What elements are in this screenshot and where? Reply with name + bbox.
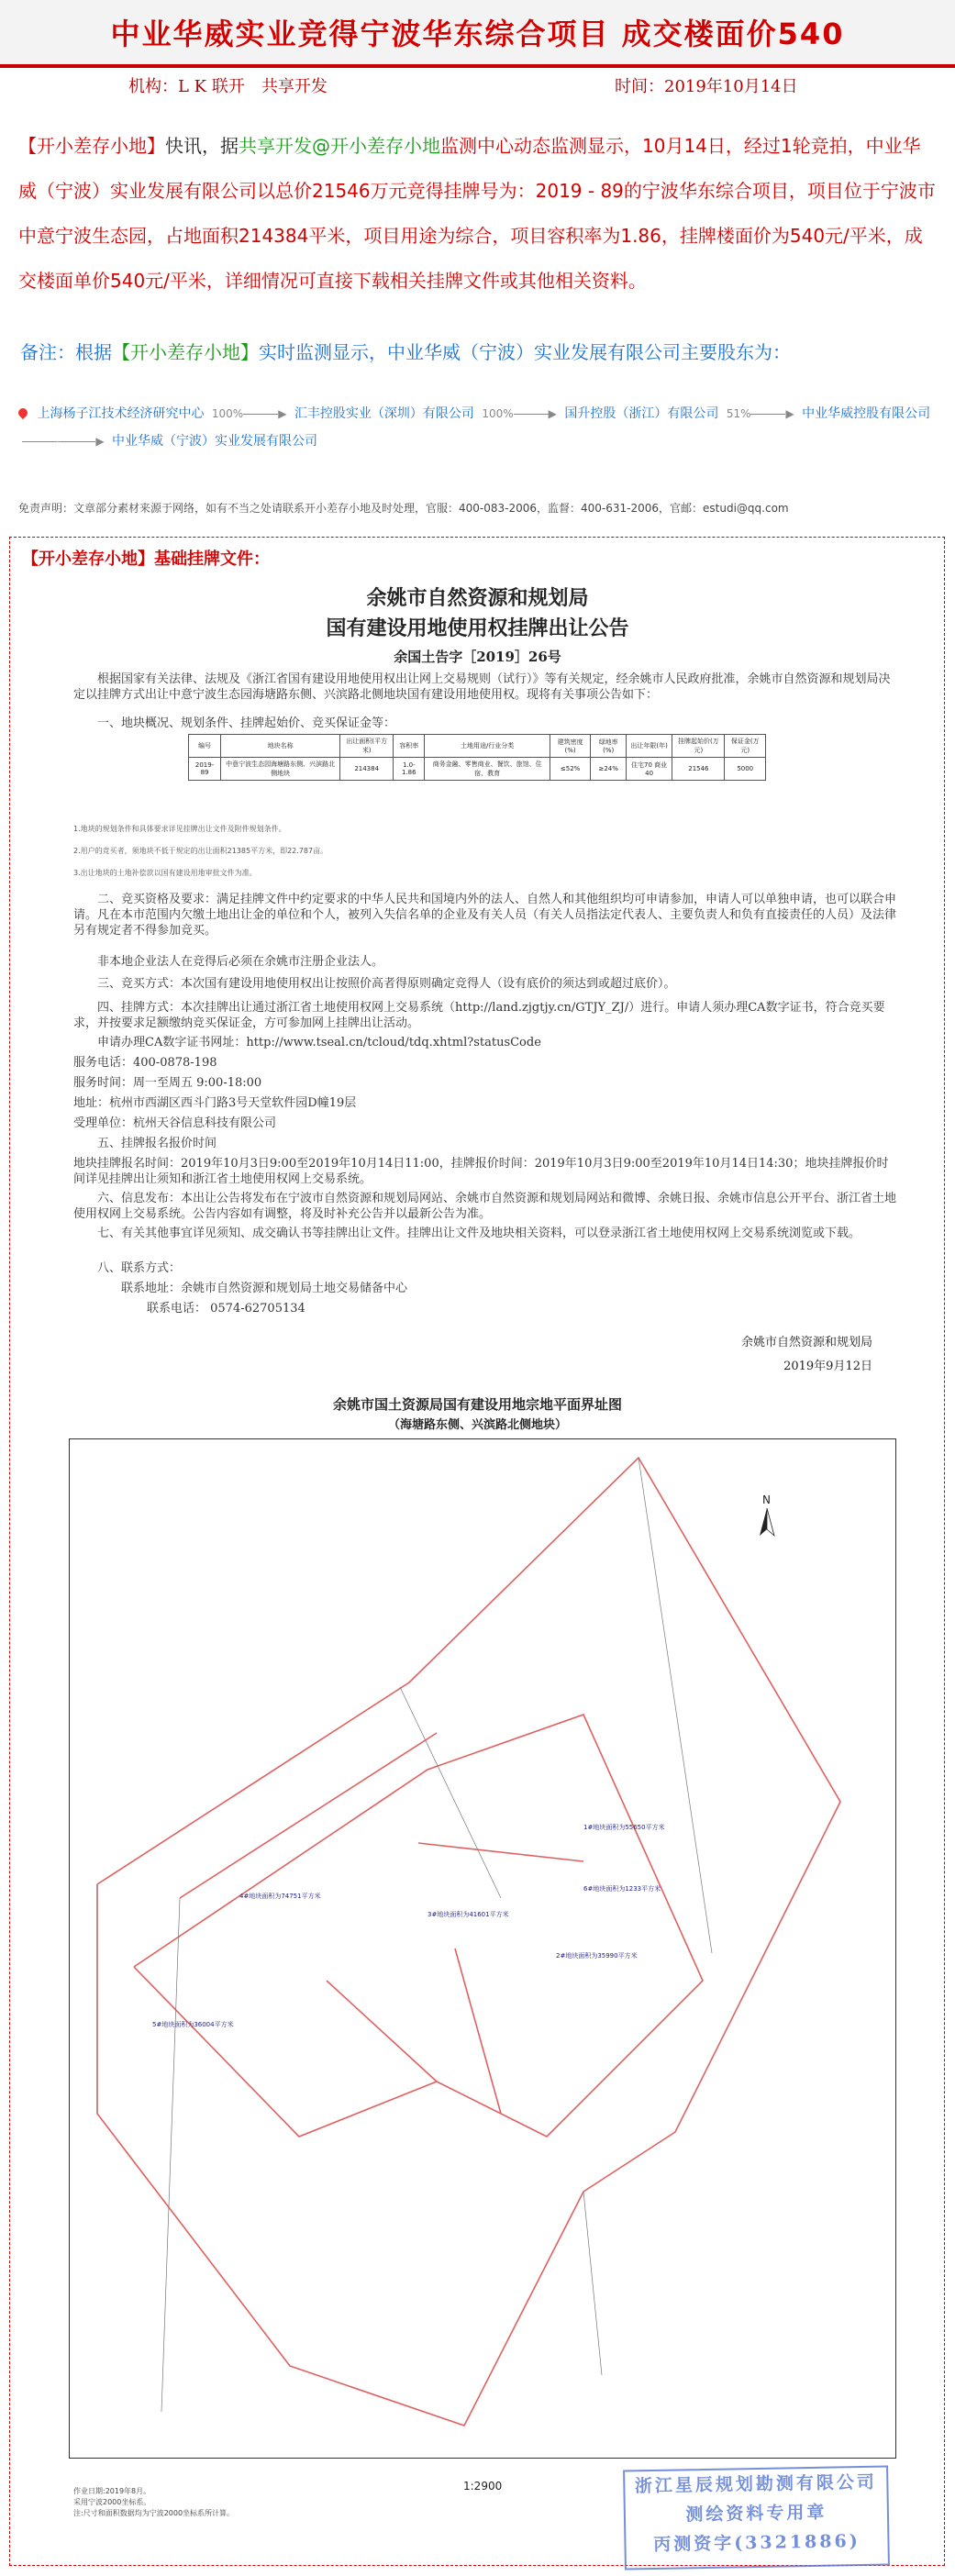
table-header: 地块名称 [221,735,340,758]
table-cell: 商务金融、零售商业、餐饮、旅馆、住宿、教育 [425,758,550,781]
table-header: 土地用途/行业分类 [425,735,550,758]
contact-phone: 联系电话： 0574-62705134 [147,1302,305,1316]
arrow-icon: - ▶ [22,435,105,448]
table-note: 3.出让地块的土地补偿款以国有建设用地审批文件为准。 [73,869,257,877]
intro-paragraph [18,124,936,304]
site-map [69,1438,896,2459]
chain-item[interactable]: 中业华威（宁波）实业发展有限公司 [112,434,318,449]
doc-section-8: 八、联系方式： [97,1261,182,1275]
map-title: 余姚市国土资源局国有建设用地宗地平面界址图 [332,1396,622,1413]
chain-pct: 100% [482,407,514,420]
brand-link[interactable]: 共享开发@开小差存小地 [239,135,440,157]
table-header: 出让面积(平方米) [340,735,394,758]
service-phone: 服务电话：400-0878-198 [73,1056,217,1070]
service-time: 服务时间：周一至周五 9:00-18:00 [73,1076,262,1090]
chain-item[interactable]: 中业华威控股有限公司 [802,406,931,421]
table-cell: 5000 [725,758,766,781]
contact-address: 联系地址：余姚市自然资源和规划局土地交易储备中心 [121,1282,408,1295]
table-header: 容积率 [394,735,425,758]
map-subtitle: （海塘路东侧、兴滨路北侧地块） [387,1418,567,1432]
chain-item[interactable]: 国升控股（浙江）有限公司 [564,406,719,421]
doc-section-2: 二、竞买资格及要求：满足挂牌文件中约定要求的中华人民共和国境内外的法人、自然人和其他组织均可申请参加，申请人可以单独申请，也可以联合申请。凡在本市范围内欠缴土地出让金的单位和个人，被列入失信名单的企业及有关人员（有关人员指法定代表人、主要负责人和负有直接责任的人员）及法律另有规定者不得参加竞买。 [73,893,897,938]
north-label: N [762,1493,771,1506]
chain-pct: 51% [726,407,751,420]
doc-section-7: 七、有关其他事宜详见须知、成交确认书等挂牌出让文件。挂牌出让文件及地块相关资料，可以登录浙江省土地使用权网上交易系统浏览或下载。 [97,1227,861,1240]
boundary-line [97,1458,840,2426]
doc-label: 【开小差存小地】基础挂牌文件： [22,550,270,569]
table-cell: 住宅70 商业40 [626,758,672,781]
inner-boundary [455,1949,501,2114]
location-pin-icon [17,406,29,419]
stamp-line: 丙测资字(3321886) [653,2531,861,2555]
doc-title-1: 余姚市自然资源和规划局 [366,586,589,610]
brand-tag: 【开小差存小地】 [18,135,165,157]
map-scale: 1:2900 [463,2480,503,2493]
arrow-icon: 100% ▶ [211,407,287,420]
chain-pct: 100% [211,407,244,420]
doc-section-5a: 地块挂牌报名时间：2019年10月3日9:00至2019年10月14日11:00，挂牌报价时间：2019年10月3日9:00至2019年10月14日14:30；地块挂牌报价时间详见挂牌出让须知和浙江省土地使用权网上交易系统。 [73,1157,889,1186]
note-suffix: 实时监测显示，中业华威（宁波）实业发展有限公司主要股东为： [259,341,791,363]
chain-item[interactable]: 上海杨子江技术经济研究中心 [37,406,205,421]
land-table [188,734,766,781]
doc-section-4: 四、挂牌方式：本次挂牌出让通过浙江省土地使用权网上交易系统（http://land.zjgtjy.cn/GTJY_ZJ/）进行。申请人须办理CA数字证书，符合竞买要求，并按要求足额缴纳竞买保证金，方可参加网上挂牌出让活动。 [73,1001,885,1030]
table-note: 1.地块的规划条件和具体要求详见挂牌出让文件及附件规划条件。 [73,825,286,833]
intro-text-4: 10月14日，经过1轮竞拍，中业华威（宁波）实业发展有限公司以总价21546万元竞得挂牌号为：2019 - 89的宁波华东综合项目，项目位于宁波市中意宁波生态园，占地面积214384平米，项目用途为综合，项目容积率为1.86，挂牌楼面价为540元/平米，成交楼面单价540元/平米， [18,135,936,292]
table-note: 2.用户的竞买者，须地块不低于规定的出让面积21385平方米，即22.787亩。 [73,847,328,855]
table-header: 出让年限(年) [626,735,672,758]
service-address: 地址：杭州市西湖区西斗门路3号天堂软件园D幢19层 [73,1096,357,1110]
table-header-row [189,735,766,758]
north-arrow-icon [760,1493,774,1536]
header-banner [0,0,955,68]
meta-org: 机构：L K 联开 共享开发 [128,77,328,96]
note-prefix: 备注：根据 [20,341,112,363]
ca-url[interactable]: 申请办理CA数字证书网址：http://www.tseal.cn/tcloud/tdq.xhtml?statusCode [97,1036,541,1049]
survey-stamp [623,2465,890,2570]
table-header: 建筑密度(%) [550,735,591,758]
intro-text-5: 详细情况可直接下载相关挂牌文件或其他相关资料。 [224,270,647,292]
stamp-line: 浙江星辰规划勘测有限公司 [634,2471,878,2497]
arrow-icon: 100% ▶ [482,407,557,420]
inner-boundary [180,1733,437,1898]
chain-pct: - [57,435,61,448]
intro-text-3: 监测中心动态监测显示， [440,135,642,157]
parcel-label: 3#地块面积为41601平方米 [428,1911,509,1918]
disclaimer: 免责声明：文章部分素材来源于网络，如有不当之处请联系开小差存小地及时处理，官服：400-083-2006，监督：400-631-2006，官邮：estudi@qq.com [18,502,789,515]
chain-item[interactable]: 汇丰控股实业（深圳）有限公司 [294,406,474,421]
parcel-label: 6#地块面积为1233平方米 [583,1885,661,1893]
table-header: 挂牌起始价(万元) [672,735,725,758]
table-header: 编号 [189,735,221,758]
table-cell: 214384 [340,758,394,781]
issue-date: 2019年9月12日 [783,1360,872,1373]
arrow-icon: 51% ▶ [726,407,794,420]
doc-title-2: 国有建设用地使用权挂牌出让公告 [326,616,629,640]
doc-section-5: 五、挂牌报名报价时间 [97,1137,217,1150]
doc-section-1: 一、地块概况、规划条件、挂牌起始价、竞买保证金等： [97,716,396,730]
inner-boundary [327,1981,437,2082]
table-row [189,758,766,781]
parcel-label: 1#地块面积为55650平方米 [583,1824,665,1831]
shareholder-chain [18,404,936,459]
table-cell: ≤52% [550,758,591,781]
doc-section-2b: 非本地企业法人在竞得后必须在余姚市注册企业法人。 [97,955,384,969]
inner-boundary [418,1843,583,1861]
stamp-line: 测绘资料专用章 [685,2502,827,2526]
inner-boundary [134,1715,703,2137]
doc-section-3: 三、竞买方式：本次国有建设用地使用权出让按照价高者得原则确定竞得人（设有底价的须达到或超过底价）。 [97,977,676,991]
parcel-label: 4#地块面积为74751平方米 [239,1893,321,1900]
parcel-label: 2#地块面积为35990平方米 [556,1952,638,1960]
doc-intro: 根据国家有关法律、法规及《浙江省国有建设用地使用权出让网上交易规则（试行）》等有关规定，经余姚市人民政府批准，余姚市自然资源和规划局决定以挂牌方式出让中意宁波生态园海塘路东侧、兴滨路北侧地块国有建设用地使用权。现将有关事项公告如下： [73,672,891,702]
map-note: 注:尺寸和面积数据均为宁波2000坐标系所计算。 [73,2509,235,2517]
doc-section-6: 六、信息发布：本出让公告将发布在宁波市自然资源和规划局网站、余姚市自然资源和规划局网站和微博、余姚日报、余姚市信息公开平台、浙江省土地使用权网上交易系统。公告内容如有调整，将及时补充公告并以最新公告为准。 [73,1192,897,1221]
map-notes [73,2486,234,2519]
intro-text-1: 快讯，据 [165,135,239,157]
table-header: 绿地率(%) [591,735,627,758]
service-unit: 受理单位：杭州天谷信息科技有限公司 [73,1116,277,1130]
table-header: 保证金(万元) [725,735,766,758]
map-note: 作业日期:2019年8月。 [73,2487,151,2495]
meta-time: 时间：2019年10月14日 [615,77,798,96]
table-cell: 2019-89 [189,758,221,781]
parcel-label: 5#地块面积为36004平方米 [152,2021,234,2028]
note-brand: 【开小差存小地】 [112,341,259,363]
table-cell: 中意宁波生态园海塘路东侧、兴滨路北侧地块 [221,758,340,781]
doc-number: 余国土告字［2019］26号 [394,649,561,665]
site-boundary-map [70,1439,895,2458]
issuer: 余姚市自然资源和规划局 [740,1336,872,1349]
table-cell: 21546 [672,758,725,781]
table-cell: ≥24% [591,758,627,781]
page-title: 中业华威实业竞得宁波华东综合项目 成交楼面价540 [110,17,845,51]
note [20,338,938,364]
map-note: 采用宁波2000坐标系。 [73,2498,151,2506]
table-cell: 1.0-1.86 [394,758,425,781]
